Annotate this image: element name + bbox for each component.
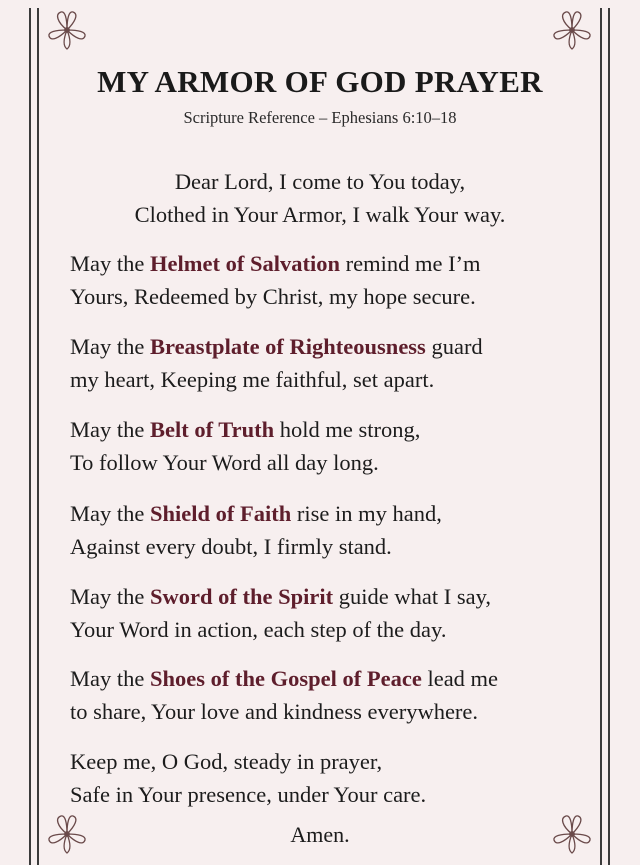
armor-highlight: Shield of Faith <box>149 501 292 526</box>
stanza-closing <box>70 745 580 811</box>
stanza-line: my heart, Keeping me faithful, set apart. <box>70 367 435 392</box>
stanza-sword <box>70 580 580 646</box>
stanza-line: May the Breastplate of Righteousness guard <box>70 334 483 359</box>
stanza-shield <box>70 497 580 563</box>
stanza-helmet <box>70 247 580 313</box>
armor-highlight: Breastplate of Righteousness <box>149 334 426 359</box>
floral-ornament-icon <box>550 8 594 52</box>
prayer-title: MY ARMOR OF GOD PRAYER <box>97 64 543 99</box>
stanza-line: May the Shield of Faith rise in my hand, <box>70 501 442 526</box>
armor-highlight: Helmet of Salvation <box>149 251 340 276</box>
stanza-line: to share, Your love and kindness everywhere. <box>70 699 479 724</box>
left-outer-border <box>29 8 31 865</box>
intro-stanza <box>0 165 640 231</box>
left-inner-border <box>37 8 39 865</box>
stanza-line: May the Shoes of the Gospel of Peace lead me <box>70 666 499 691</box>
armor-highlight: Shoes of the Gospel of Peace <box>149 666 422 691</box>
armor-highlight: Sword of the Spirit <box>149 584 334 609</box>
stanza-line: Against every doubt, I firmly stand. <box>70 534 392 559</box>
stanza-belt <box>70 413 580 479</box>
stanza-line: Your Word in action, each step of the day. <box>70 617 447 642</box>
stanza-line: May the Belt of Truth hold me strong, <box>70 417 421 442</box>
right-inner-border <box>600 8 602 865</box>
amen-text: Amen. <box>290 822 350 847</box>
intro-line: Dear Lord, I come to You today, <box>174 169 466 194</box>
stanza-line: Keep me, O God, steady in prayer, <box>70 749 383 774</box>
floral-ornament-icon <box>45 8 89 52</box>
stanza-shoes <box>70 662 580 728</box>
stanza-line: To follow Your Word all day long. <box>70 450 379 475</box>
stanza-line: May the Sword of the Spirit guide what I say, <box>70 584 491 609</box>
stanza-line: May the Helmet of Salvation remind me I’m <box>70 251 481 276</box>
right-outer-border <box>608 8 610 865</box>
scripture-reference: Scripture Reference – Ephesians 6:10–18 <box>183 108 457 127</box>
stanza-line: Yours, Redeemed by Christ, my hope secure. <box>70 284 476 309</box>
stanza-line: Safe in Your presence, under Your care. <box>70 782 427 807</box>
intro-line: Clothed in Your Armor, I walk Your way. <box>134 202 506 227</box>
armor-highlight: Belt of Truth <box>149 417 275 442</box>
stanza-breastplate <box>70 330 580 396</box>
